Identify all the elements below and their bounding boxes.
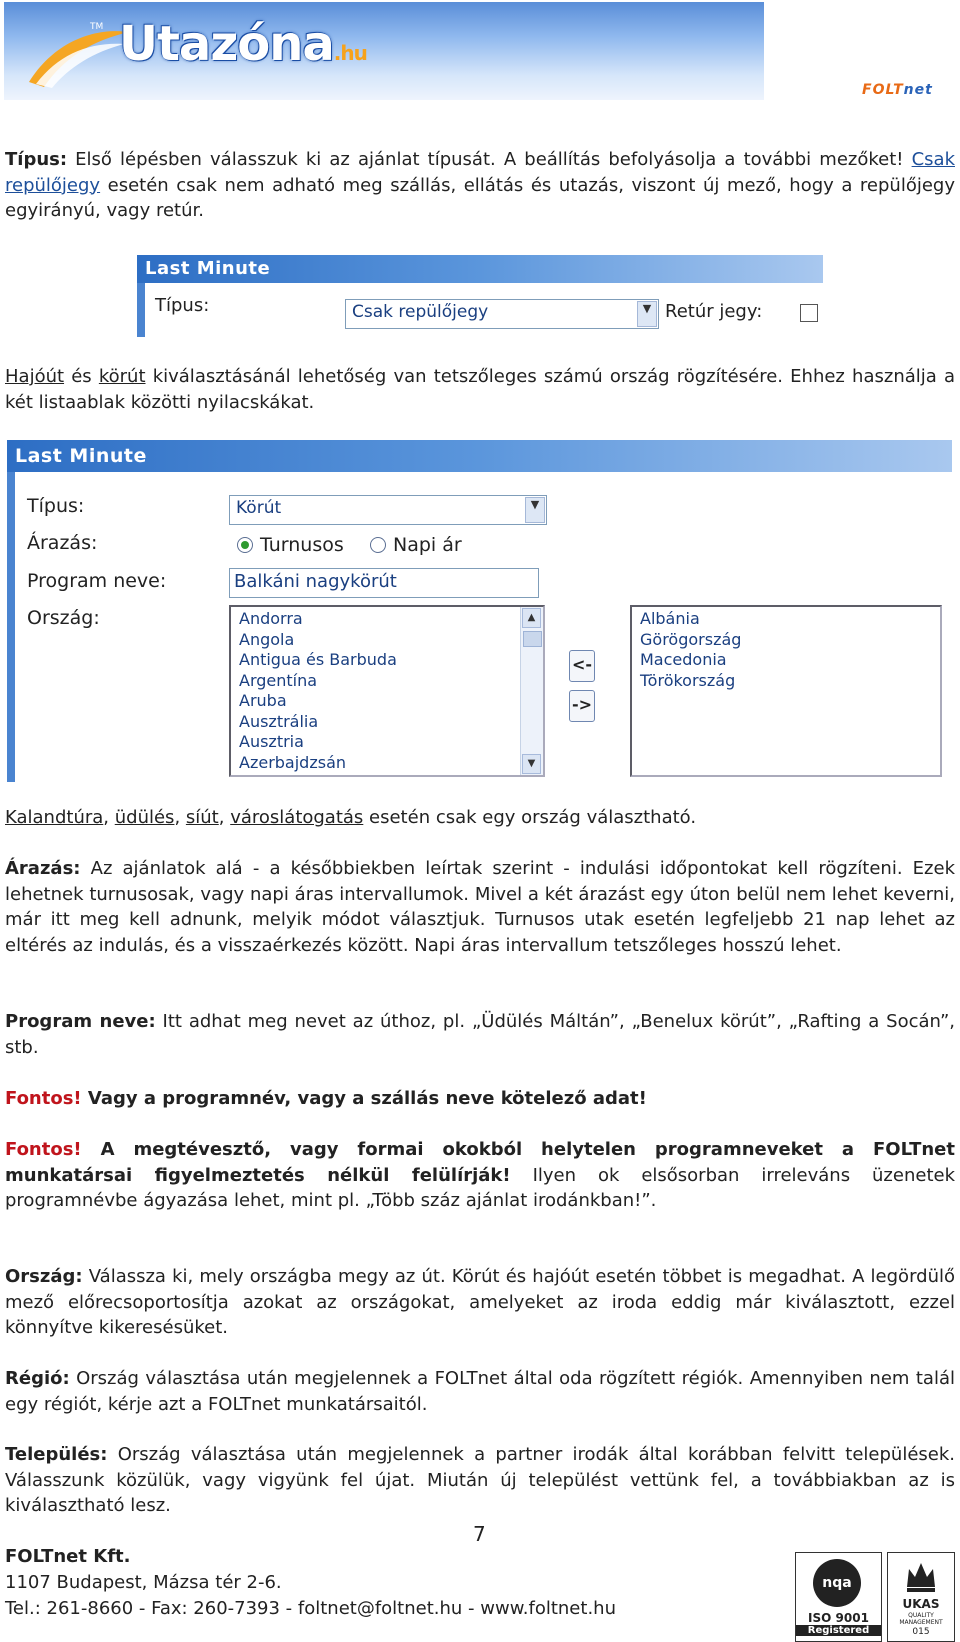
footer-company: FOLTnet Kft. — [5, 1546, 131, 1567]
program-label: Program neve: — [27, 570, 167, 592]
return-label: Retúr jegy: — [665, 301, 763, 322]
panel-title: Last Minute — [7, 440, 952, 472]
ukas-badge: UKAS QUALITY MANAGEMENT 015 — [887, 1552, 955, 1642]
foltnet-logo: FOLTnet — [862, 82, 933, 98]
footer-contact: Tel.: 261-8660 - Fax: 260-7393 - foltnet@foltnet.hu - www.foltnet.hu — [5, 1598, 616, 1619]
label-tipus: Típus: — [5, 149, 68, 170]
para-arazas: Árazás: Az ajánlatok alá - a későbbiekben leírtak szerint - indulási időpontokat kell rögzíteni. Ezek lehetnek turnusosak, vagy napi áras intervallumok. Mivel a két árazást egy úton belül nem lehet keverni, már itt meg kell adnunk, melyik módot választjuk. Turnusos utak esetén legfeljebb 21 nap lehet az eltérés az indulás, és a visszaérkezés között. Napi áras intervallum tetszőleges hosszú lehet. — [5, 858, 955, 956]
para-kalandtura: Kalandtúra, üdülés, síút, városlátogatás esetén csak egy ország választható. — [5, 807, 697, 828]
panel-title: Last Minute — [137, 255, 823, 283]
page-number: 7 — [473, 1522, 486, 1546]
program-name-input[interactable]: Balkáni nagykörút — [229, 568, 539, 598]
logo-swoosh-icon — [24, 22, 134, 92]
para-tipus: Típus: Első lépésben válasszuk ki az ajánlat típusát. A beállítás befolyásolja a további mezőket! Csak repülőjegy esetén csak nem adható meg szállás, ellátás és utazás, viszont új mező, hogy a repülőjegy egyirányú, vagy retúr. — [5, 149, 955, 221]
iso-9001-badge: nqa ISO 9001 Registered — [795, 1552, 882, 1642]
scroll-down-icon[interactable]: ▼ — [522, 754, 541, 774]
scroll-up-icon[interactable]: ▲ — [522, 608, 541, 628]
radio-turnusos-label: Turnusos — [260, 534, 344, 556]
list-item[interactable]: Argentína — [239, 670, 318, 690]
pricing-label: Árazás: — [27, 532, 98, 554]
list-item[interactable]: Aruba — [239, 691, 287, 710]
footer-address: 1107 Budapest, Mázsa tér 2-6. — [5, 1572, 282, 1593]
para-telepules: Település: Ország választása után megjelennek a partner irodák által korábban felvitt települések. Válasszunk közülük, vagy vigyünk fel újat. Miután új települést vettünk fel, a továbbiakban az is kiválasztható lesz. — [5, 1444, 955, 1516]
list-item[interactable]: Antigua és Barbuda — [239, 650, 397, 669]
link-csak-repulojegy[interactable]: Csak repülőjegy — [5, 149, 955, 196]
para-hajout: Hajóút és körút kiválasztásánál lehetőség van tetszőleges számú ország rögzítésére. Ehhez használja a két listaablak közötti nyilacskákat. — [5, 366, 955, 413]
screenshot-last-minute-tour — [7, 440, 952, 782]
radio-napi-ar-label: Napi ár — [393, 534, 462, 556]
radio-turnusos[interactable] — [237, 537, 253, 553]
para-regio: Régió: Ország választása után megjelennek a FOLTnet által oda rögzített régiók. Amennyiben nem talál egy régiót, kérje azt a FOLTnet munkatársaitól. — [5, 1368, 955, 1415]
radio-napi-ar[interactable] — [370, 537, 386, 553]
crown-icon — [903, 1557, 939, 1595]
type-select[interactable]: Csak repülőjegy ▼ — [345, 299, 659, 329]
list-item[interactable]: Görögország — [640, 629, 742, 649]
para-fontos-1: Fontos! Vagy a programnév, vagy a szállás neve kötelező adat! — [5, 1088, 647, 1109]
logo-tm: TM — [90, 22, 104, 32]
chevron-down-icon[interactable]: ▼ — [637, 301, 657, 327]
list-item[interactable]: Ausztrália — [239, 711, 319, 731]
country-selected-list[interactable] — [630, 605, 942, 777]
chevron-down-icon[interactable]: ▼ — [525, 497, 545, 523]
list-item[interactable]: Angola — [239, 629, 295, 649]
list-item[interactable]: Albánia — [640, 609, 700, 628]
type-label: Típus: — [27, 495, 85, 517]
list-item[interactable]: Ausztria — [239, 732, 304, 751]
screenshot-last-minute-flight — [137, 255, 823, 337]
move-left-button[interactable]: <- — [569, 650, 595, 682]
type-label: Típus: — [155, 295, 210, 316]
move-right-button[interactable]: -> — [569, 690, 595, 722]
list-item[interactable]: Azerbajdzsán — [239, 752, 347, 772]
list-scrollbar[interactable] — [520, 607, 543, 775]
header-banner — [4, 2, 933, 100]
para-program-neve: Program neve: Itt adhat meg nevet az úthoz, pl. „Üdülés Máltán”, „Benelux körút”, „Rafting a Socán”, stb. — [5, 1011, 955, 1058]
para-fontos-2: Fontos! A megtévesztő, vagy formai okokból helytelen programneveket a FOLTnet munkatársai figyelmeztetés nélkül felülírják! Ilyen ok elsősorban irreleváns üzenetek programnévbe ágyazása lehet, mint pl. „Több száz ajánlat irodánkban!”. — [5, 1139, 955, 1211]
logo-text: Utazóna.hu — [119, 16, 367, 72]
list-item[interactable]: Törökország — [640, 670, 736, 690]
country-available-list[interactable] — [229, 605, 545, 777]
country-label: Ország: — [27, 607, 100, 629]
type-select[interactable]: Körút ▼ — [229, 495, 547, 525]
list-item[interactable]: Macedonia — [640, 650, 727, 669]
list-item[interactable]: Andorra — [239, 609, 303, 628]
para-orszag: Ország: Válassza ki, mely országba megy az út. Körút és hajóút esetén többet is megadhat. A legördülő mező előrecsoportosítja azokat az országokat, amelyeket az iroda eddig már kiválasztott, ezzel könnyítve kikeresésüket. — [5, 1266, 955, 1338]
return-checkbox[interactable] — [800, 304, 818, 322]
scroll-thumb[interactable] — [523, 631, 542, 647]
